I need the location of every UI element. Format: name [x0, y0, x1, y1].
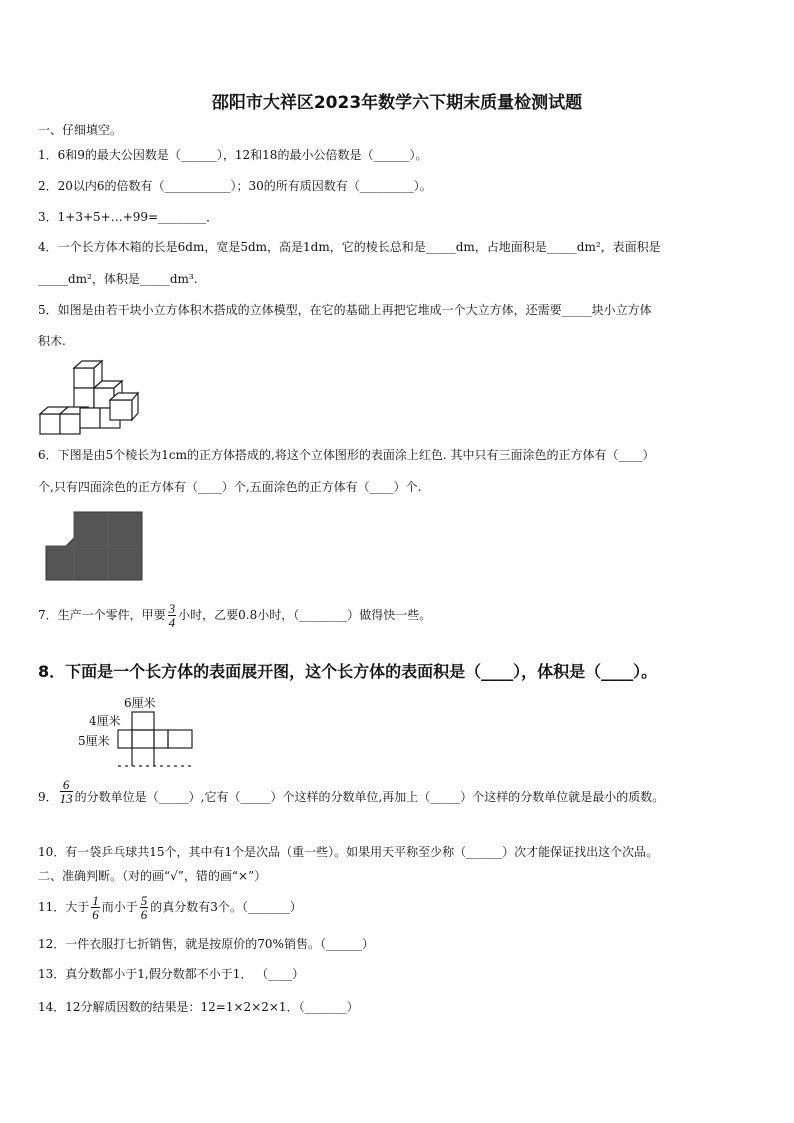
question-6-line-1: 6．下图是由5个棱长为1cm的正方体搭成的,将这个立体图形的表面涂上红色. 其中只有三面涂色的正方体有（____）	[38, 448, 655, 462]
question-3: 3．1+3+5+…+99=________．	[38, 210, 219, 224]
fraction-five-sixths: $\frac{5}{6}$	[140, 893, 148, 922]
question-4-line-1: 4．一个长方体木箱的长是6dm，宽是5dm，高是1dm，它的棱长总和是_____dm，占地面积是_____dm²，表面积是	[38, 240, 661, 254]
question-1: 1．6和9的最大公因数是（______），12和18的最小公倍数是（______）。	[38, 148, 428, 162]
question-6-line-2: 个,只有四面涂色的正方体有（____）个,五面涂色的正方体有（____）个.	[38, 480, 422, 494]
question-7	[38, 602, 431, 629]
cuboid-net-figure	[116, 710, 196, 770]
question-9-text: 的分数单位是（_____）,它有（_____）个这样的分数单位,再加上（_____）个这样的分数单位就是最小的质数。	[74, 790, 665, 804]
page-title: 邵阳市大祥区2023年数学六下期末质量检测试题	[211, 93, 583, 113]
question-14: 14．12分解质因数的结果是：12=1×2×2×1．（_______）	[38, 1000, 359, 1014]
question-7-prefix: 7．生产一个零件，甲要	[38, 608, 166, 622]
cube-stack-figure	[38, 358, 140, 440]
label-5cm: 5厘米	[78, 734, 110, 748]
question-8: 8．下面是一个长方体的表面展开图，这个长方体的表面积是（____），体积是（____）。	[38, 662, 658, 681]
label-4cm: 4厘米	[89, 714, 121, 728]
question-12: 12．一件衣服打七折销售，就是按原价的70%销售。（______）	[38, 937, 374, 951]
question-13: 13．真分数都小于1,假分数都不小于1． （____）	[38, 967, 305, 981]
question-11-mid: 而小于	[101, 900, 138, 914]
question-11	[38, 894, 302, 921]
question-9-number: 9．	[38, 790, 58, 804]
fraction-six-thirteenths: $\frac{6}{13}$	[59, 777, 73, 806]
fraction-one-sixth: $\frac{1}{6}$	[92, 893, 99, 922]
section-2-heading: 二、准确判断。（对的画“√”，错的画“×”）	[38, 869, 267, 883]
question-11-prefix: 11．大于	[38, 900, 90, 914]
label-6cm: 6厘米	[124, 696, 156, 710]
question-5-line-2: 积木.	[38, 334, 66, 348]
shaded-l-solid-figure	[44, 508, 146, 584]
question-4-line-2: _____dm²，体积是_____dm³.	[38, 272, 198, 286]
question-2: 2．20以内6的倍数有（___________）；30的所有质因数有（_________）。	[38, 179, 432, 193]
question-10: 10．有一袋乒乓球共15个，其中有1个是次品（重一些）。如果用天平称至少称（______）次才能保证找出这个次品。	[38, 845, 659, 859]
question-7-suffix: 小时，乙要0.8小时，（________）做得快一些。	[178, 608, 432, 622]
question-5-line-1: 5．如图是由若干块小立方体积木搭成的立体模型，在它的基础上再把它堆成一个大立方体，还需要_____块小立方体	[38, 303, 652, 317]
fraction-three-quarters: $\frac{3}{4}$	[168, 601, 176, 630]
question-11-suffix: 的真分数有3个。（_______）	[150, 900, 302, 914]
section-1-heading: 一、仔细填空。	[38, 123, 123, 137]
question-9	[38, 777, 665, 811]
